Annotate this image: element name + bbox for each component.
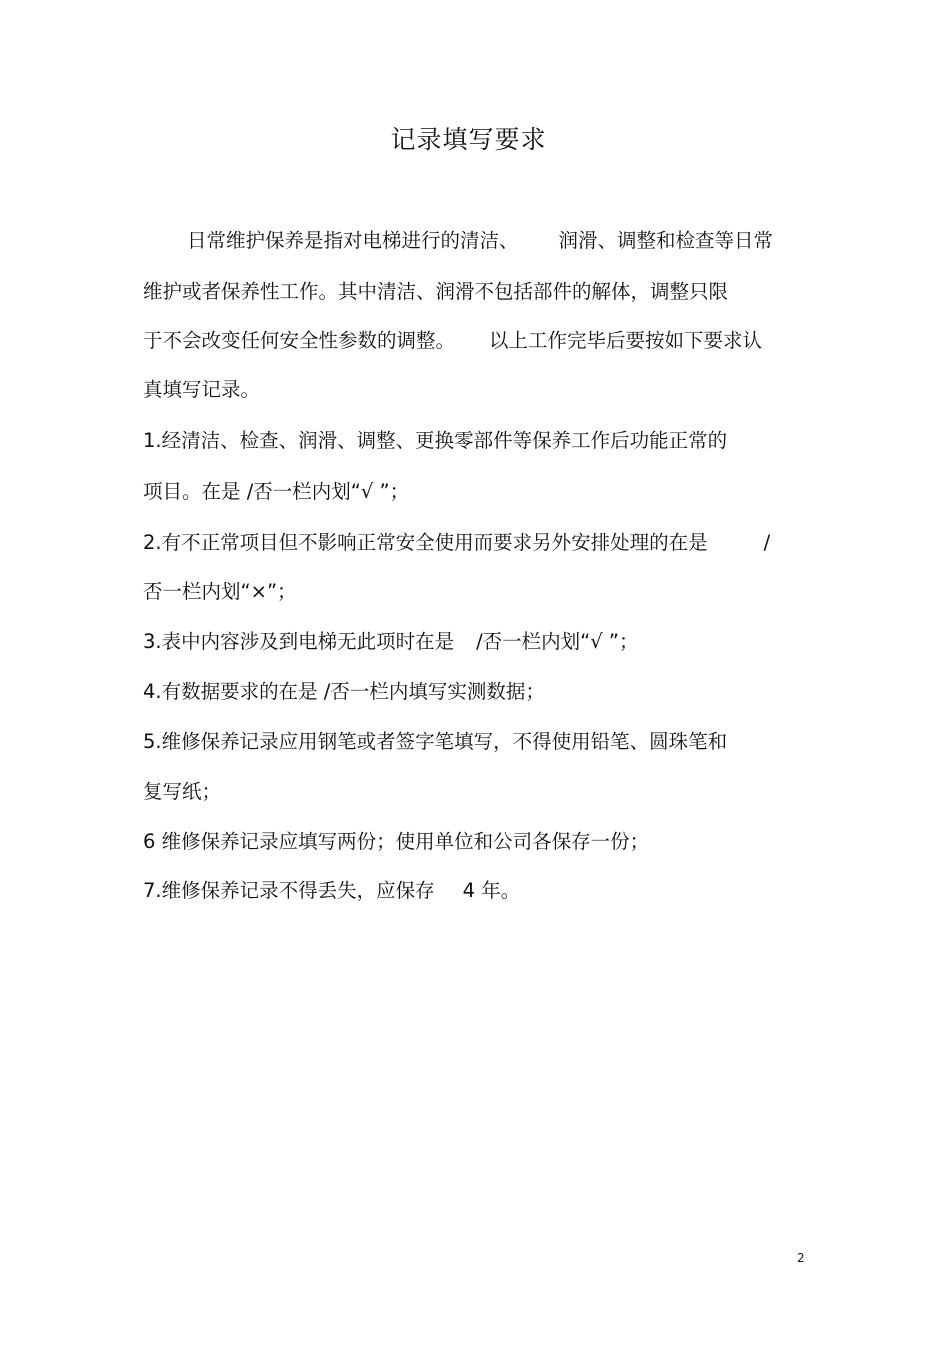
list-item-1-line-1: 1.经清洁、检查、润滑、调整、更换零部件等保养工作后功能正常的 <box>143 429 728 452</box>
list-item-text: 4 年。 <box>462 879 521 902</box>
intro-line-1 <box>187 227 773 255</box>
list-item-3 <box>143 628 639 656</box>
list-item-text: 7.维修保养记录不得丢失，应保存 <box>143 879 435 902</box>
intro-text: 于不会改变任何安全性参数的调整。 <box>143 329 456 352</box>
list-item-text: / <box>763 531 771 554</box>
intro-line-3 <box>143 327 762 355</box>
list-item-6: 6 维修保养记录应填写两份；使用单位和公司各保存一份； <box>143 830 650 853</box>
list-item-text: 3.表中内容涉及到电梯无此项时在是 <box>143 630 455 653</box>
list-item-2-line-1 <box>143 529 770 557</box>
list-item-5-line-2: 复写纸； <box>143 780 222 803</box>
page-number: 2 <box>797 1251 805 1265</box>
intro-text: 润滑、调整和检查等日常 <box>558 229 774 252</box>
list-item-1-line-2: 项目。在是 /否一栏内划“√ ”； <box>143 480 410 503</box>
list-item-2-line-2: 否一栏内划“×”； <box>143 580 297 603</box>
list-item-text: 2.有不正常项目但不影响正常安全使用而要求另外安排处理的在是 <box>143 531 708 554</box>
intro-text: 以上工作完毕后要按如下要求认 <box>489 329 763 352</box>
list-item-text: /否一栏内划“√ ”； <box>476 630 639 653</box>
intro-line-2: 维护或者保养性工作。其中清洁、润滑不包括部件的解体，调整只限 <box>143 280 729 303</box>
list-item-4: 4.有数据要求的在是 /否一栏内填写实测数据； <box>143 680 545 703</box>
page-title: 记录填写要求 <box>390 125 547 154</box>
list-item-5-line-1: 5.维修保养记录应用钢笔或者签字笔填写，不得使用铅笔、圆珠笔和 <box>143 730 728 753</box>
list-item-7 <box>143 877 520 905</box>
intro-text: 日常维护保养是指对电梯进行的清洁、 <box>187 229 519 252</box>
intro-line-4: 真填写记录。 <box>143 378 261 401</box>
